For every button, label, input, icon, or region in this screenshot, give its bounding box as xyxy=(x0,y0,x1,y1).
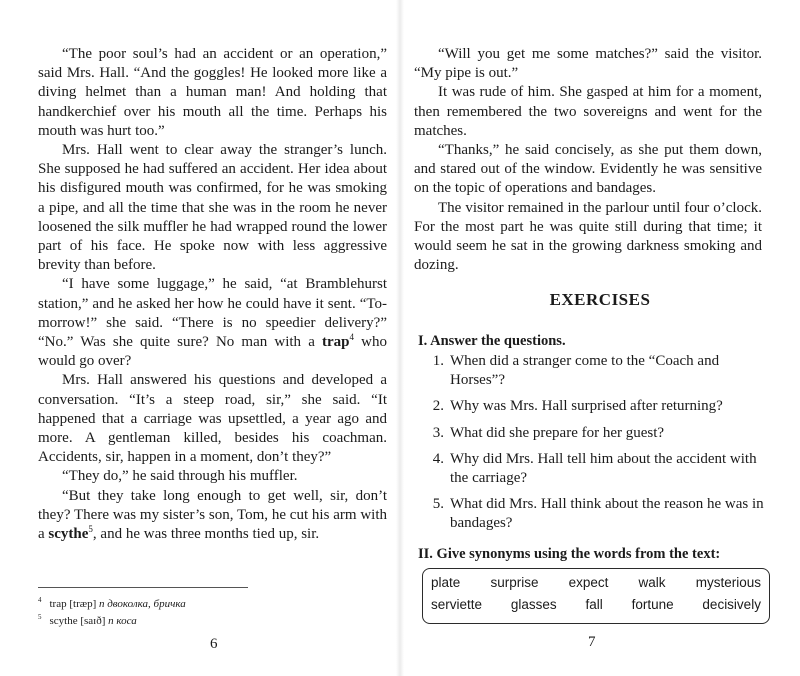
section-heading: I. Answer the questions. xyxy=(418,333,566,349)
question-number: 3. xyxy=(432,424,444,441)
footnote-number: 4 xyxy=(38,596,42,605)
question-number: 5. xyxy=(432,496,444,513)
paragraph xyxy=(38,487,387,545)
paragraph: “Thanks,” he said concisely, as she put them down, and stared out of the window. Evidently he was sensitive on the topic of operations and bandages. xyxy=(414,142,762,197)
question-text: What did she prepare for her guest? xyxy=(450,424,665,441)
question-list xyxy=(418,352,768,541)
paragraph: Mrs. Hall went to clear away the stranger’s lunch. She supposed he had suffered an accident. Her idea about his disfigured mouth was confirmed, for he was smoking a pipe, and all the time that she was in the room he never loosened the silk muffler he had wrapped round the lower part of his face. He spoke now with less aggressive brevity than before. xyxy=(38,142,387,274)
glossed-word: scythe xyxy=(48,526,89,543)
question-text: What did Mrs. Hall think about the reason he was in bandages? xyxy=(450,496,764,532)
question-item xyxy=(418,352,768,390)
paragraph: “Will you get me some matches?” said the visitor. “My pipe is out.” xyxy=(414,46,762,82)
word: decisively xyxy=(702,597,761,612)
footnote-gloss: n двоколка, бричка xyxy=(98,598,186,610)
footnote-gloss: n коса xyxy=(108,615,137,627)
question-item xyxy=(418,495,768,533)
right-body-text xyxy=(414,45,762,275)
footnote-number: 5 xyxy=(38,613,42,622)
glossed-word: trap xyxy=(322,334,350,351)
footnote-word: trap [træp] xyxy=(49,598,97,610)
question-item xyxy=(418,424,768,443)
word: expect xyxy=(568,575,609,590)
footnote xyxy=(38,596,186,613)
synonym-word-box xyxy=(422,568,770,624)
word: fortune xyxy=(631,597,674,612)
paragraph-text: who would go over? xyxy=(38,334,387,370)
word: walk xyxy=(638,575,666,590)
footnote-ref: 4 xyxy=(349,332,355,343)
word: glasses xyxy=(510,597,557,612)
exercises-title: EXERCISES xyxy=(549,290,651,309)
paragraph-text: “But they take long enough to get well, sir, don’t they? There was my sister’s son, Tom, he cut his arm with a xyxy=(38,487,387,543)
question-number: 4. xyxy=(432,450,444,467)
footnote-ref: 5 xyxy=(88,524,93,535)
paragraph-text: “I have some luggage,” he said, “at Bramblehurst station,” and he asked her how he could have it sent. “To-morrow!” she said. “There is no speedier delivery?” “No.” Was she quite sure? No man with a xyxy=(38,276,387,351)
paragraph: It was rude of him. She gasped at him for a moment, then remembered the two sovereigns and went for the matches. xyxy=(414,84,762,139)
word: plate xyxy=(431,575,461,590)
question-item xyxy=(418,397,768,416)
page-number: 7 xyxy=(588,634,596,650)
word: mysterious xyxy=(695,575,761,590)
word: surprise xyxy=(490,575,539,590)
paragraph: “They do,” he said through his muffler. xyxy=(62,468,298,485)
question-number: 2. xyxy=(432,398,444,415)
question-text: When did a stranger come to the “Coach and Horses”? xyxy=(450,353,720,389)
footnotes xyxy=(38,596,186,630)
paragraph-text: , and he was three months tied up, sir. xyxy=(92,526,320,543)
footnote xyxy=(38,613,186,630)
question-item xyxy=(418,450,768,488)
paragraph: “The poor soul’s had an accident or an operation,” said Mrs. Hall. “And the goggles! He looked more like a diving helmet than a human man! And holding that handkerchief over his mouth all the time. Perhaps his mouth was hurt too.” xyxy=(38,46,387,139)
right-page xyxy=(400,0,800,676)
section-heading: II. Give synonyms using the words from the text: xyxy=(418,546,721,562)
question-number: 1. xyxy=(432,353,444,369)
word: serviette xyxy=(431,597,483,612)
word: fall xyxy=(585,597,603,612)
page-number: 6 xyxy=(210,636,218,652)
footnote-divider xyxy=(38,587,248,588)
question-text: Why was Mrs. Hall surprised after returning? xyxy=(450,398,723,415)
paragraph: The visitor remained in the parlour until four o’clock. For the most part he was quite still during that time; it would seem he sat in the growing darkness smoking and dozing. xyxy=(414,199,762,274)
left-body-text xyxy=(38,45,387,544)
footnote-word: scythe [saɪð] xyxy=(49,615,106,627)
paragraph: Mrs. Hall answered his questions and developed a conversation. “It’s a steep road, sir,” she said. “It happened that a carriage was upsettled, a year ago and more. A gentleman killed, besides his coachman. Accidents, sir, happen in a moment, don’t they?” xyxy=(38,372,387,466)
word-row xyxy=(423,575,769,590)
question-text: Why did Mrs. Hall tell him about the accident with the carriage? xyxy=(450,450,757,487)
word-row xyxy=(423,597,769,612)
paragraph xyxy=(38,275,387,371)
